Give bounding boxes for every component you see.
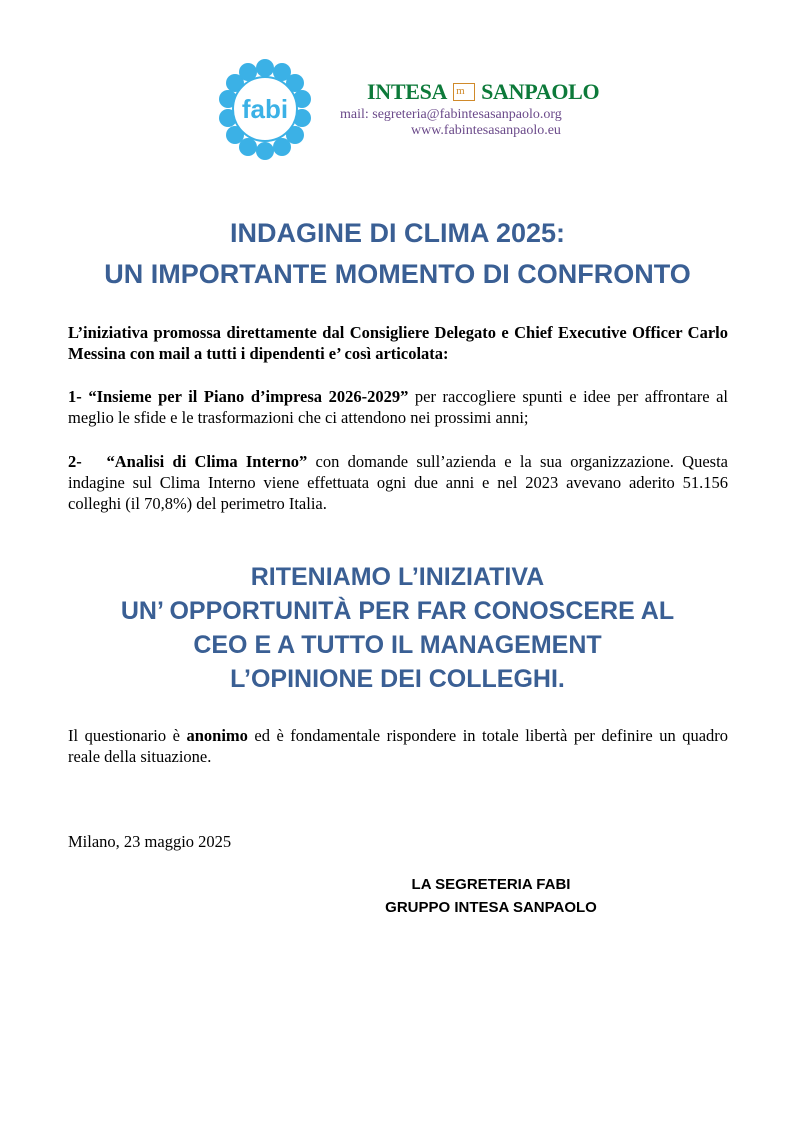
list-item-2-bold: “Analisi di Clima Interno” [106,452,308,471]
note-paragraph [68,725,728,767]
contact-web: www.fabintesasanpaolo.eu [411,123,561,138]
headline-line-1: RITENIAMO L’INIZIATIVA [250,563,545,591]
intesa-sanpaolo-logo [367,80,599,104]
title-line-1: INDAGINE DI CLIMA 2025: [229,218,566,248]
date-line: Milano, 23 maggio 2025 [68,832,232,851]
list-item-1-bold: “Insieme per il Piano d’impresa 2026-2029” [88,387,409,406]
headline-line-2: UN’ OPPORTUNITÀ PER FAR CONOSCERE AL [120,597,675,625]
list-item-2-number: 2- [68,452,82,471]
headline-line-4: L’OPINIONE DEI COLLEGHI. [230,665,565,693]
note-before: Il questionario è [68,726,187,745]
title-line-2: UN IMPORTANTE MOMENTO DI CONFRONTO [104,259,691,289]
list-item-2-text: con domande sull’azienda e la sua organizzazione. Questa indagine sul Clima Interno viene effettuata ogni due anni e nel 2023 avevano aderito 51.156 colleghi (il 70,8%) del perimetro Italia. [68,452,728,513]
fabi-flower-icon [210,58,320,162]
letterhead [0,0,795,170]
contact-mail: mail: segreteria@fabintesasanpaolo.org [340,107,562,122]
headline-line-3: CEO E A TUTTO IL MANAGEMENT [193,631,602,659]
headline [0,560,795,696]
list-item-1-text: per raccogliere spunti e idee per affrontare al meglio le sfide e le trasformazioni che ci attendono nei prossimi anni; [68,387,728,427]
brand-mark-letter: m [456,85,465,97]
brand-left: INTESA [367,79,448,104]
brand-right: SANPAOLO [481,79,600,104]
signature-line-2: GRUPPO INTESA SANPAOLO [385,899,597,916]
list-item-1-number: 1- [68,387,82,406]
note-bold: anonimo [186,726,248,745]
signature-line-1: LA SEGRETERIA FABI [411,876,571,893]
list-item-1 [68,386,728,428]
note-after: ed è fondamentale rispondere in totale libertà per definire un quadro reale della situazione. [68,726,729,766]
fabi-logo-text: fabi [241,94,289,124]
intro-paragraph: L’iniziativa promossa direttamente dal Consigliere Delegato e Chief Executive Officer Carlo Messina con mail a tutti i dipendenti e’ così articolata: [68,323,728,363]
fabi-logo [210,58,320,162]
brand-mark-icon [453,83,475,101]
list-item-2 [68,451,728,514]
